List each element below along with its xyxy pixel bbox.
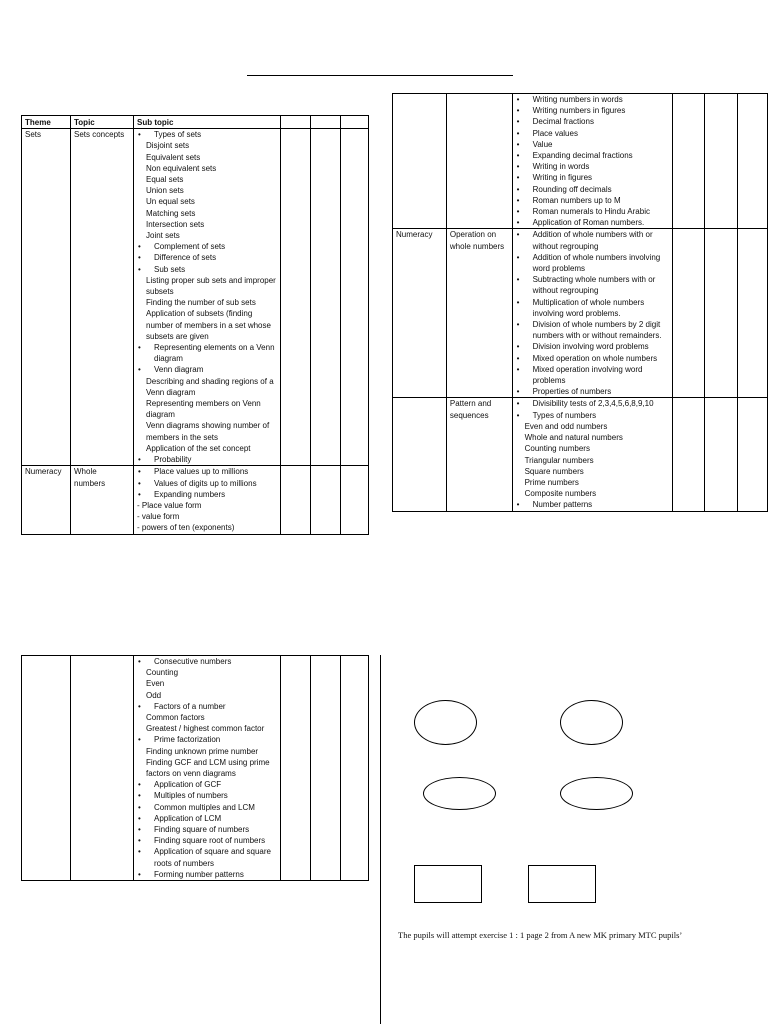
subtopic-item: • Number patterns: [516, 499, 670, 510]
subtopic-item: • Decimal fractions: [516, 116, 670, 127]
blank-cell: [341, 656, 369, 881]
table-row: [393, 398, 768, 511]
subtopic-item: • Expanding numbers: [137, 489, 277, 500]
subtopic-item: Describing and shading regions of a Venn diagram: [146, 376, 274, 397]
subtopic-item: • Complement of sets: [137, 241, 277, 252]
subtopic-item: Intersection sets: [146, 219, 205, 229]
blank-cell: [737, 94, 767, 229]
subtopic-item: • Finding square of numbers: [137, 824, 277, 835]
table-body: [22, 656, 369, 881]
subtopic-item: • Writing numbers in words: [516, 94, 670, 105]
blank-cell: [673, 94, 705, 229]
subtopic-item: Application of subsets (finding number of members in a set whose subsets are given: [146, 309, 271, 341]
scheme-table-3: [21, 655, 369, 881]
blank-cell: [673, 229, 705, 398]
header-blank: [281, 116, 311, 129]
header-theme: Theme: [22, 116, 71, 129]
subtopic-list: [137, 656, 277, 880]
topic-cell: [446, 94, 512, 229]
header-blank: [341, 116, 369, 129]
blank-cell: [311, 129, 341, 466]
subtopic-item: • Expanding decimal fractions: [516, 150, 670, 161]
venn-oval: [560, 777, 633, 810]
subtopic-list: [516, 229, 670, 397]
topic-cell: Operation on whole numbers: [446, 229, 512, 398]
subtopic-item: • Place values up to millions: [137, 466, 277, 477]
subtopic-item: Joint sets: [146, 231, 180, 241]
theme-cell: Numeracy: [393, 229, 447, 398]
subtopic-cell: [512, 94, 673, 229]
subtopic-item: • Addition of whole numbers with or without regrouping: [516, 229, 670, 251]
title-underline: [247, 75, 513, 76]
venn-oval: [414, 700, 477, 745]
blank-cell: [311, 466, 341, 534]
blank-cell: [737, 398, 767, 511]
subtopic-item: Listing proper sub sets and improper subsets: [146, 275, 276, 297]
topic-cell: [71, 656, 134, 881]
subtopic-item: • Value: [516, 139, 670, 150]
subtopic-item: Composite numbers: [524, 489, 597, 499]
subtopic-item: Square numbers: [524, 466, 584, 476]
subtopic-item: Triangular numbers: [524, 455, 594, 465]
subtopic-item: • Mixed operation involving word problems: [516, 364, 670, 386]
blank-cell: [281, 129, 311, 466]
blank-cell: [311, 656, 341, 881]
venn-oval: [423, 777, 496, 810]
header-topic: Topic: [71, 116, 134, 129]
subtopic-item: Prime numbers: [524, 477, 579, 487]
subtopic-item: • Common multiples and LCM: [137, 802, 277, 813]
subtopic-item: • Forming number patterns: [137, 869, 277, 880]
subtopic-item: • Multiples of numbers: [137, 790, 277, 801]
blank-cell: [673, 398, 705, 511]
subtopic-item: • Divisibility tests of 2,3,4,5,6,8,9,10: [516, 398, 670, 409]
subtopic-item: Equivalent sets: [146, 152, 201, 162]
subtopic-list: [137, 129, 277, 465]
scheme-table-2: [392, 93, 768, 512]
subtopic-item: • Finding square root of numbers: [137, 835, 277, 846]
subtopic-cell: [134, 656, 281, 881]
blank-cell: [281, 466, 311, 534]
subtopic-item: • Representing elements on a Venn diagram: [137, 342, 277, 364]
subtopic-list: [516, 398, 670, 510]
table-row: [393, 229, 768, 398]
subtopic-item: - Place value form: [137, 500, 202, 510]
theme-cell: [393, 398, 447, 511]
blank-cell: [705, 94, 737, 229]
table-body: [22, 129, 369, 534]
table-row: [393, 94, 768, 229]
theme-cell: Sets: [22, 129, 71, 466]
subtopic-item: • Mixed operation on whole numbers: [516, 353, 670, 364]
subtopic-item: • Place values: [516, 128, 670, 139]
subtopic-item: • Values of digits up to millions: [137, 478, 277, 489]
subtopic-item: Greatest / highest common factor: [146, 724, 265, 734]
header-subtopic: Sub topic: [134, 116, 281, 129]
table-header-row: [22, 116, 369, 129]
subtopic-item: • Roman numerals to Hindu Arabic: [516, 206, 670, 217]
subtopic-item: • Addition of whole numbers involving word problems: [516, 252, 670, 274]
subtopic-item: Finding the number of sub sets: [146, 298, 256, 308]
subtopic-item: • Writing in words: [516, 161, 670, 172]
subtopic-item: Disjoint sets: [146, 141, 190, 151]
header-blank: [311, 116, 341, 129]
subtopic-item: Counting numbers: [524, 444, 590, 454]
subtopic-item: Even and odd numbers: [524, 421, 608, 431]
subtopic-item: • Prime factorization: [137, 734, 277, 745]
subtopic-item: • Multiplication of whole numbers involving word problems.: [516, 297, 670, 319]
subtopic-cell: [134, 466, 281, 534]
blank-cell: [341, 466, 369, 534]
scheme-table-1: [21, 115, 369, 535]
subtopic-list: [137, 466, 277, 533]
topic-cell: Whole numbers: [71, 466, 134, 534]
table-row: [22, 129, 369, 466]
subtopic-item: • Application of Roman numbers.: [516, 217, 670, 228]
subtopic-item: • Factors of a number: [137, 701, 277, 712]
table-row: [22, 466, 369, 534]
subtopic-item: • Sub sets: [137, 264, 277, 275]
blank-cell: [341, 129, 369, 466]
subtopic-item: Finding unknown prime number: [146, 746, 259, 756]
subtopic-item: • Writing in figures: [516, 172, 670, 183]
subtopic-item: • Types of numbers: [516, 410, 670, 421]
subtopic-item: Un equal sets: [146, 197, 195, 207]
venn-oval: [560, 700, 623, 745]
table-row: [22, 656, 369, 881]
blank-cell: [705, 398, 737, 511]
subtopic-item: Application of the set concept: [146, 443, 251, 453]
subtopic-item: • Venn diagram: [137, 364, 277, 375]
subtopic-item: Counting: [146, 668, 179, 678]
subtopic-item: • Consecutive numbers: [137, 656, 277, 667]
subtopic-item: Whole and natural numbers: [524, 433, 623, 443]
topic-cell: Pattern and sequences: [446, 398, 512, 511]
subtopic-item: Even: [146, 679, 165, 689]
subtopic-item: Union sets: [146, 186, 184, 196]
subtopic-item: • Application of LCM: [137, 813, 277, 824]
subtopic-item: • Rounding off decimals: [516, 184, 670, 195]
theme-cell: [393, 94, 447, 229]
subtopic-item: Odd: [146, 690, 162, 700]
subtopic-item: Venn diagrams showing number of members in the sets: [146, 421, 270, 442]
subtopic-item: • Writing numbers in figures: [516, 105, 670, 116]
subtopic-item: - value form: [137, 512, 180, 522]
theme-cell: [22, 656, 71, 881]
subtopic-item: Finding GCF and LCM using prime factors on venn diagrams: [146, 757, 270, 779]
exercise-caption: The pupils will attempt exercise 1 : 1 page 2 from A new MK primary MTC pupils’: [398, 930, 683, 940]
subtopic-item: • Probability: [137, 454, 277, 465]
subtopic-item: Equal sets: [146, 175, 184, 185]
blank-cell: [737, 229, 767, 398]
subtopic-item: • Subtracting whole numbers with or without regrouping: [516, 274, 670, 296]
box-shape: [528, 865, 596, 903]
subtopic-item: • Difference of sets: [137, 252, 277, 263]
topic-cell: Sets concepts: [71, 129, 134, 466]
page-divider: [380, 655, 381, 1024]
blank-cell: [281, 656, 311, 881]
subtopic-item: • Types of sets: [137, 129, 277, 140]
subtopic-item: Common factors: [146, 713, 205, 723]
subtopic-item: Representing members on Venn diagram: [146, 399, 261, 420]
subtopic-item: - powers of ten (exponents): [137, 523, 235, 533]
subtopic-item: • Application of square and square roots of numbers: [137, 846, 277, 868]
subtopic-cell: [512, 229, 673, 398]
blank-cell: [705, 229, 737, 398]
subtopic-list: [516, 94, 670, 228]
subtopic-item: • Roman numbers up to M: [516, 195, 670, 206]
table-body: [393, 94, 768, 512]
subtopic-cell: [134, 129, 281, 466]
subtopic-item: Matching sets: [146, 208, 196, 218]
box-shape: [414, 865, 482, 903]
subtopic-item: • Division involving word problems: [516, 341, 670, 352]
subtopic-item: • Application of GCF: [137, 779, 277, 790]
theme-cell: Numeracy: [22, 466, 71, 534]
subtopic-item: • Properties of numbers: [516, 386, 670, 397]
subtopic-item: • Division of whole numbers by 2 digit numbers with or without remainders.: [516, 319, 670, 341]
subtopic-item: Non equivalent sets: [146, 163, 217, 173]
subtopic-cell: [512, 398, 673, 511]
